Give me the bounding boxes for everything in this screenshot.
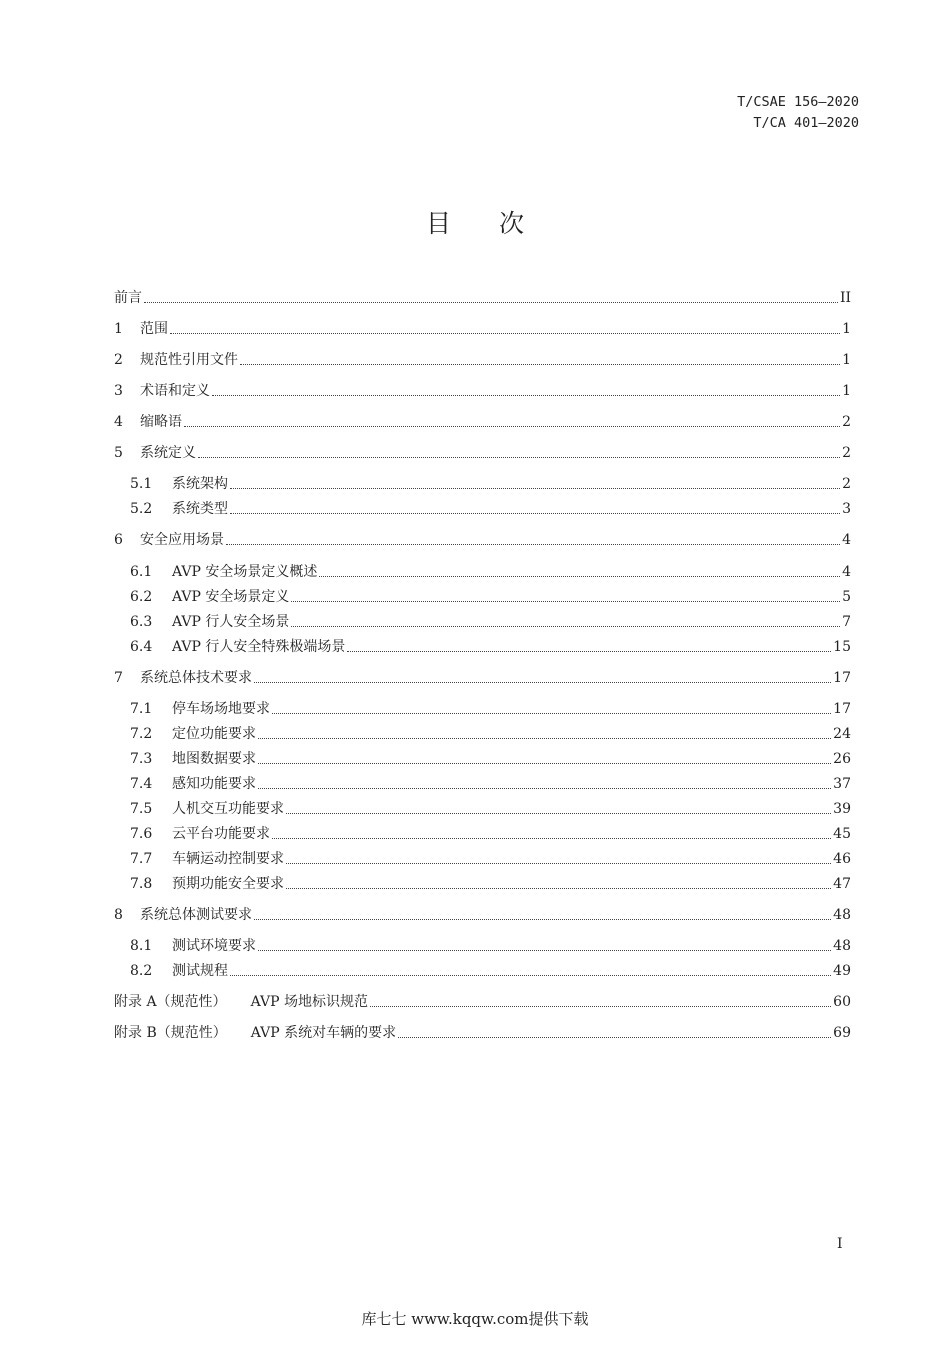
toc-entry-page: 48 bbox=[833, 907, 851, 923]
toc-leader-dots bbox=[230, 513, 840, 514]
toc-entry-page: 3 bbox=[842, 501, 851, 517]
toc-leader-dots bbox=[319, 576, 840, 577]
toc-entry-number: 7.3 bbox=[130, 751, 153, 767]
toc-entry-title: 系统总体技术要求 bbox=[140, 670, 252, 686]
toc-entry-page: 45 bbox=[833, 826, 851, 842]
toc-entry-title: AVP 行人安全特殊极端场景 bbox=[172, 639, 346, 655]
toc-entry[interactable] bbox=[114, 905, 851, 925]
toc-entry-title: 系统类型 bbox=[172, 501, 228, 517]
toc-leader-dots bbox=[230, 488, 840, 489]
toc-entry-title: 定位功能要求 bbox=[172, 726, 256, 742]
toc-entry[interactable] bbox=[130, 724, 851, 744]
toc-entry-number: 7.8 bbox=[130, 876, 153, 892]
toc-entry[interactable] bbox=[114, 668, 851, 688]
toc-entry[interactable] bbox=[130, 699, 851, 719]
toc-entry-page: 47 bbox=[833, 876, 851, 892]
toc-entry[interactable] bbox=[114, 530, 851, 550]
toc-entry-number: 8 bbox=[114, 907, 123, 923]
toc-entry[interactable] bbox=[114, 992, 851, 1012]
toc-leader-dots bbox=[258, 788, 831, 789]
toc-entry-page: 15 bbox=[833, 639, 851, 655]
toc-leader-dots bbox=[347, 651, 831, 652]
toc-entry-title: 安全应用场景 bbox=[140, 532, 224, 548]
toc-entry-title: AVP 系统对车辆的要求 bbox=[250, 1025, 397, 1041]
toc-entry[interactable] bbox=[130, 499, 851, 519]
toc-leader-dots bbox=[258, 950, 831, 951]
toc-entry-title: 人机交互功能要求 bbox=[172, 801, 284, 817]
toc-entry-page: 4 bbox=[842, 532, 851, 548]
toc-entry-page: 37 bbox=[833, 776, 851, 792]
toc-entry-title: 地图数据要求 bbox=[172, 751, 256, 767]
toc-entry-page: 2 bbox=[842, 476, 851, 492]
standard-code-line-2: T/CA 401—2020 bbox=[753, 115, 859, 131]
toc-entry-title: 感知功能要求 bbox=[172, 776, 256, 792]
toc-entry[interactable] bbox=[130, 799, 851, 819]
toc-entry-number: 6 bbox=[114, 532, 123, 548]
toc-entry[interactable] bbox=[114, 443, 851, 463]
toc-entry-page: 2 bbox=[842, 414, 851, 430]
toc-entry-page: 17 bbox=[833, 670, 851, 686]
download-footer: 库七七 www.kqqw.com提供下载 bbox=[361, 1310, 589, 1328]
toc-leader-dots bbox=[184, 426, 840, 427]
toc-entry[interactable] bbox=[130, 562, 851, 582]
toc-entry-title: 术语和定义 bbox=[140, 383, 210, 399]
toc-entry-page: 26 bbox=[833, 751, 851, 767]
toc-entry-number: 7 bbox=[114, 670, 123, 686]
toc-leader-dots bbox=[144, 302, 838, 303]
toc-entry-title: AVP 行人安全场景 bbox=[172, 614, 290, 630]
toc-entry-title: AVP 安全场景定义 bbox=[172, 589, 290, 605]
toc-entry[interactable] bbox=[130, 874, 851, 894]
toc-entry-number: 附录 A（规范性） bbox=[114, 994, 227, 1010]
toc-entry-page: 46 bbox=[833, 851, 851, 867]
toc-entry[interactable] bbox=[114, 288, 851, 308]
toc-leader-dots bbox=[230, 975, 831, 976]
toc-entry-title: 范围 bbox=[140, 321, 168, 337]
toc-leader-dots bbox=[286, 813, 831, 814]
toc-entry-page: 7 bbox=[842, 614, 851, 630]
toc-leader-dots bbox=[286, 863, 831, 864]
toc-entry-page: 24 bbox=[833, 726, 851, 742]
toc-entry[interactable] bbox=[114, 350, 851, 370]
toc-entry-page: 1 bbox=[842, 352, 851, 368]
toc-entry-number: 7.4 bbox=[130, 776, 153, 792]
toc-entry[interactable] bbox=[130, 637, 851, 657]
toc-entry-number: 7.5 bbox=[130, 801, 153, 817]
toc-leader-dots bbox=[198, 457, 840, 458]
toc-entry-number: 6.1 bbox=[130, 564, 153, 580]
toc-entry-number: 6.4 bbox=[130, 639, 153, 655]
toc-entry[interactable] bbox=[130, 961, 851, 981]
toc-entry-number: 5 bbox=[114, 445, 123, 461]
toc-entry-number: 4 bbox=[114, 414, 123, 430]
toc-leader-dots bbox=[258, 738, 831, 739]
toc-entry-number: 6.3 bbox=[130, 614, 153, 630]
toc-entry-title: 测试环境要求 bbox=[172, 938, 256, 954]
toc-leader-dots bbox=[286, 888, 831, 889]
toc-entry-page: 60 bbox=[833, 994, 851, 1010]
toc-entry-page: 2 bbox=[842, 445, 851, 461]
toc-entry-number: 5.2 bbox=[130, 501, 153, 517]
toc-leader-dots bbox=[226, 544, 840, 545]
toc-entry-number: 7.1 bbox=[130, 701, 153, 717]
toc-leader-dots bbox=[291, 601, 840, 602]
toc-entry-page: II bbox=[839, 290, 851, 306]
toc-entry-title: 缩略语 bbox=[140, 414, 182, 430]
toc-entry-number: 1 bbox=[114, 321, 123, 337]
toc-entry-title: 车辆运动控制要求 bbox=[172, 851, 284, 867]
toc-leader-dots bbox=[291, 626, 840, 627]
toc-leader-dots bbox=[170, 333, 840, 334]
toc-entry-page: 4 bbox=[842, 564, 851, 580]
toc-leader-dots bbox=[254, 682, 831, 683]
toc-entry-title: 预期功能安全要求 bbox=[172, 876, 284, 892]
toc-leader-dots bbox=[240, 364, 840, 365]
toc-entry-title: 停车场场地要求 bbox=[172, 701, 270, 717]
toc-entry[interactable] bbox=[114, 381, 851, 401]
toc-leader-dots bbox=[370, 1006, 831, 1007]
toc-entry-page: 39 bbox=[833, 801, 851, 817]
toc-entry-number: 8.2 bbox=[130, 963, 153, 979]
toc-entry[interactable] bbox=[130, 587, 851, 607]
toc-leader-dots bbox=[254, 919, 831, 920]
toc-entry-page: 69 bbox=[833, 1025, 851, 1041]
toc-entry[interactable] bbox=[130, 936, 851, 956]
toc-entry-number: 2 bbox=[114, 352, 123, 368]
page-number: I bbox=[837, 1236, 843, 1252]
toc-leader-dots bbox=[272, 713, 831, 714]
toc-entry-title: 前言 bbox=[114, 290, 142, 306]
toc-leader-dots bbox=[398, 1037, 831, 1038]
toc-entry-page: 49 bbox=[833, 963, 851, 979]
toc-entry-number: 5.1 bbox=[130, 476, 153, 492]
page-title: 目次 bbox=[425, 209, 572, 238]
toc-entry-title: 测试规程 bbox=[172, 963, 228, 979]
toc-entry[interactable] bbox=[130, 749, 851, 769]
toc-leader-dots bbox=[272, 838, 831, 839]
toc-entry[interactable] bbox=[114, 412, 851, 432]
toc-entry-number: 8.1 bbox=[130, 938, 153, 954]
toc-leader-dots bbox=[212, 395, 840, 396]
toc-entry[interactable] bbox=[130, 824, 851, 844]
toc-entry[interactable] bbox=[130, 474, 851, 494]
toc-entry-page: 17 bbox=[833, 701, 851, 717]
toc-entry-page: 1 bbox=[842, 321, 851, 337]
toc-entry-number: 附录 B（规范性） bbox=[114, 1025, 227, 1041]
toc-entry-number: 7.6 bbox=[130, 826, 153, 842]
toc-entry[interactable] bbox=[130, 774, 851, 794]
toc-entry-number: 7.7 bbox=[130, 851, 153, 867]
standard-code-header bbox=[737, 92, 859, 134]
toc-entry[interactable] bbox=[114, 319, 851, 339]
toc-entry[interactable] bbox=[130, 849, 851, 869]
toc-entry-page: 1 bbox=[842, 383, 851, 399]
toc-entry-page: 48 bbox=[833, 938, 851, 954]
toc-entry-title: AVP 安全场景定义概述 bbox=[172, 564, 318, 580]
toc-entry-page: 5 bbox=[842, 589, 851, 605]
toc-entry-title: 系统定义 bbox=[140, 445, 196, 461]
standard-code-line-1: T/CSAE 156—2020 bbox=[737, 94, 859, 110]
toc-entry-title: AVP 场地标识规范 bbox=[250, 994, 368, 1010]
toc-entry-number: 3 bbox=[114, 383, 123, 399]
toc-entry-number: 6.2 bbox=[130, 589, 153, 605]
toc-entry[interactable] bbox=[130, 612, 851, 632]
toc-entry-title: 云平台功能要求 bbox=[172, 826, 270, 842]
toc-entry[interactable] bbox=[114, 1023, 851, 1043]
toc-entry-title: 系统架构 bbox=[172, 476, 228, 492]
toc-leader-dots bbox=[258, 763, 831, 764]
toc-entry-number: 7.2 bbox=[130, 726, 153, 742]
toc-entry-title: 系统总体测试要求 bbox=[140, 907, 252, 923]
toc-entry-title: 规范性引用文件 bbox=[140, 352, 238, 368]
